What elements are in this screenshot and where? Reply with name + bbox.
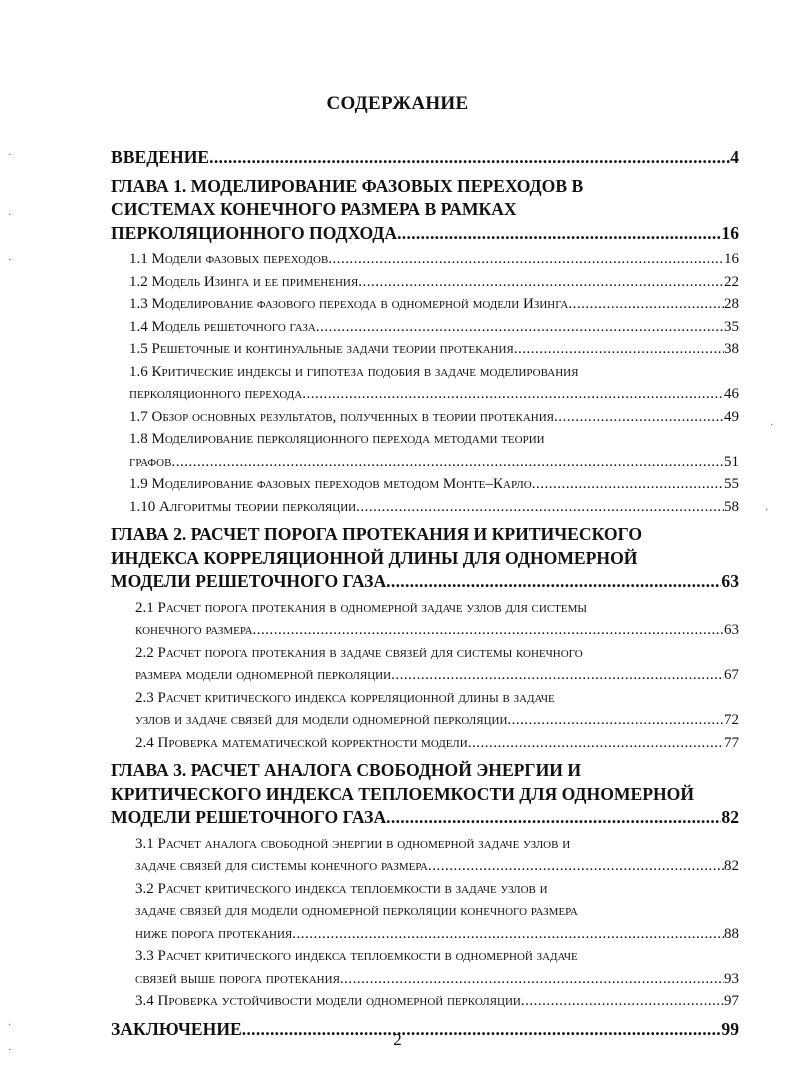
dot-leader bbox=[521, 990, 724, 1013]
toc-entry-line: задаче связей для модели одномерной перколяции конечного размера bbox=[135, 903, 578, 919]
toc-page-number: 38 bbox=[724, 341, 739, 357]
toc-entry-row bbox=[111, 146, 739, 170]
toc-entry-row bbox=[129, 383, 739, 406]
toc-page-number: 97 bbox=[724, 993, 739, 1009]
toc-page-number: 28 bbox=[724, 296, 739, 312]
toc-entry-line: 1.8 Моделирование перколяционного перехода методами теории bbox=[129, 431, 545, 447]
dot-leader bbox=[554, 406, 724, 429]
scan-speck: · bbox=[765, 505, 769, 516]
toc-page-number: 4 bbox=[730, 147, 739, 167]
toc-entry-label: задаче связей для системы конечного размера bbox=[135, 858, 428, 874]
page-number: 2 bbox=[393, 1030, 402, 1049]
toc-entry-row bbox=[135, 923, 739, 946]
toc-entry-label: 1.9 Моделирование фазовых переходов методом Монте–Карло bbox=[129, 476, 532, 492]
toc-entry-line: ГЛАВА 1. МОДЕЛИРОВАНИЕ ФАЗОВЫХ ПЕРЕХОДОВ В bbox=[111, 175, 584, 196]
toc-heading-entry[interactable] bbox=[111, 523, 739, 594]
toc-section-entry[interactable] bbox=[111, 732, 739, 755]
toc-entry-row bbox=[135, 968, 739, 991]
dot-leader bbox=[428, 855, 724, 878]
dot-leader bbox=[209, 146, 730, 170]
toc-page-number: 16 bbox=[721, 222, 739, 243]
toc-section-entry[interactable] bbox=[111, 642, 739, 687]
toc-page-number: 55 bbox=[724, 476, 739, 492]
toc-page-number: 82 bbox=[724, 858, 739, 874]
dot-leader bbox=[468, 732, 724, 755]
toc-section-entry[interactable] bbox=[111, 271, 739, 294]
toc-section-entry[interactable] bbox=[111, 293, 739, 316]
toc-entry-row bbox=[129, 271, 739, 294]
toc-entry-label: ЗАКЛЮЧЕНИЕ bbox=[111, 1018, 242, 1039]
toc-entry-row bbox=[135, 855, 739, 878]
toc-entry-line: 2.1 Расчет порога протекания в одномерной задаче узлов для системы bbox=[135, 599, 587, 616]
toc-entry-line: ГЛАВА 3. РАСЧЕТ АНАЛОГА СВОБОДНОЙ ЭНЕРГИИ И bbox=[111, 760, 582, 780]
dot-leader bbox=[507, 709, 724, 732]
toc-entry-label: 1.3 Моделирование фазового перехода в одномерной модели Изинга bbox=[129, 296, 569, 312]
toc-section-entry[interactable] bbox=[111, 597, 739, 642]
toc-entry-row bbox=[135, 732, 739, 755]
toc-page-number: 99 bbox=[721, 1018, 739, 1039]
toc-section-entry[interactable] bbox=[111, 496, 739, 519]
dot-leader bbox=[386, 806, 721, 830]
toc-entry-label: 1.10 Алгоритмы теории перколяции bbox=[129, 498, 357, 515]
dot-leader bbox=[292, 923, 724, 946]
toc-entry-label: связей выше порога протекания bbox=[135, 970, 340, 987]
toc-section-entry[interactable] bbox=[111, 945, 739, 990]
toc-section-entry[interactable] bbox=[111, 878, 739, 946]
toc-entry-row bbox=[135, 664, 739, 687]
toc-page-number: 63 bbox=[724, 622, 739, 638]
page-title: СОДЕРЖАНИЕ bbox=[326, 93, 469, 114]
toc-entry-label: конечного размера bbox=[135, 622, 253, 638]
dot-leader bbox=[391, 664, 724, 687]
toc-page-number: 88 bbox=[724, 925, 739, 942]
toc-entry-line: ИНДЕКСА КОРРЕЛЯЦИОННОЙ ДЛИНЫ ДЛЯ ОДНОМЕРНОЙ bbox=[111, 547, 638, 568]
dot-leader bbox=[568, 293, 724, 316]
toc-page-number: 51 bbox=[724, 453, 739, 470]
toc-heading-entry[interactable] bbox=[111, 175, 739, 246]
toc-entry-label: 1.7 Обзор основных результатов, полученных в теории протекания bbox=[129, 408, 554, 425]
toc-entry-row bbox=[129, 473, 739, 496]
toc-section-entry[interactable] bbox=[111, 248, 739, 271]
toc-entry-line: 3.3 Расчет критического индекса теплоемкости в одномерной задаче bbox=[135, 948, 578, 964]
toc-entry-line: 2.3 Расчет критического индекса корреляционной длины в задаче bbox=[135, 689, 555, 706]
dot-leader bbox=[397, 222, 721, 246]
toc-entry-label: ПЕРКОЛЯЦИОННОГО ПОДХОДА bbox=[111, 222, 398, 243]
toc-page-number: 93 bbox=[724, 970, 739, 987]
toc-entry-row bbox=[135, 709, 739, 732]
toc-entry-row bbox=[129, 451, 739, 474]
toc-page-number: 22 bbox=[724, 273, 739, 290]
toc-section-entry[interactable] bbox=[111, 473, 739, 496]
toc-entry-label: перколяционного перехода bbox=[129, 386, 303, 402]
scan-speck: · bbox=[8, 1045, 12, 1056]
toc-entry-row bbox=[111, 806, 739, 830]
toc-section-entry[interactable] bbox=[111, 833, 739, 878]
toc-entry-label: МОДЕЛИ РЕШЕТОЧНОГО ГАЗА bbox=[111, 807, 387, 827]
toc-entry-label: 1.4 Модель решеточного газа bbox=[129, 318, 316, 335]
toc-page-number: 58 bbox=[724, 498, 739, 515]
scan-speck: · bbox=[8, 150, 12, 161]
toc-entry-line: 3.1 Расчет аналога свободной энергии в одномерной задаче узлов и bbox=[135, 835, 571, 852]
toc-entry-label: 1.1 Модели фазовых переходов bbox=[129, 251, 329, 267]
toc-entry-row bbox=[135, 619, 739, 642]
toc-entry-label: ниже порога протекания bbox=[135, 925, 293, 942]
toc-entry-label: размера модели одномерной перколяции bbox=[135, 667, 392, 683]
toc-entry-row bbox=[129, 293, 739, 316]
scan-speck: · bbox=[8, 255, 12, 266]
scan-speck: · bbox=[8, 210, 12, 221]
toc-entry-label: 2.4 Проверка математической корректности модели bbox=[135, 734, 468, 751]
toc-entry-row bbox=[129, 406, 739, 429]
toc-entry-line: 2.2 Расчет порога протекания в задаче связей для системы конечного bbox=[135, 644, 583, 661]
dot-leader bbox=[532, 473, 724, 496]
dot-leader bbox=[356, 496, 724, 519]
dot-leader bbox=[316, 316, 724, 339]
dot-leader bbox=[514, 338, 724, 361]
toc-entry-row bbox=[129, 316, 739, 339]
dot-leader bbox=[328, 248, 724, 271]
toc-entry-line: СИСТЕМАХ КОНЕЧНОГО РАЗМЕРА В РАМКАХ bbox=[111, 199, 517, 219]
dot-leader bbox=[358, 271, 724, 294]
scan-speck: · bbox=[8, 1020, 12, 1031]
toc-page-number: 49 bbox=[724, 408, 739, 425]
toc-section-entry[interactable] bbox=[111, 428, 739, 473]
toc-entry-row bbox=[129, 496, 739, 519]
toc-page-number: 63 bbox=[721, 571, 739, 591]
toc-section-entry[interactable] bbox=[111, 990, 739, 1013]
toc-entry-row bbox=[129, 338, 739, 361]
toc-entry-label: МОДЕЛИ РЕШЕТОЧНОГО ГАЗА bbox=[111, 571, 387, 591]
toc-section-entry[interactable] bbox=[111, 338, 739, 361]
toc-page-number: 82 bbox=[721, 807, 739, 827]
toc-section-entry[interactable] bbox=[111, 361, 739, 406]
toc-entry-label: ВВЕДЕНИЕ bbox=[111, 147, 210, 167]
toc-page-number: 16 bbox=[724, 251, 739, 267]
toc-heading-entry[interactable] bbox=[111, 146, 739, 170]
toc-entry-line: КРИТИЧЕСКОГО ИНДЕКСА ТЕПЛОЕМКОСТИ ДЛЯ ОДНОМЕРНОЙ bbox=[111, 783, 695, 804]
toc-entry-row bbox=[111, 222, 739, 246]
toc-page-number: 72 bbox=[724, 712, 739, 728]
toc-entry-line: 1.6 Критические индексы и гипотеза подобия в задаче моделирования bbox=[129, 363, 579, 380]
toc-section-entry[interactable] bbox=[111, 406, 739, 429]
toc-entry-row bbox=[111, 570, 739, 594]
scan-speck: · bbox=[770, 420, 774, 431]
toc-entry-label: 3.4 Проверка устойчивости модели одномерной перколяции bbox=[135, 993, 521, 1009]
toc-page-number: 46 bbox=[724, 386, 739, 402]
dot-leader bbox=[253, 619, 724, 642]
toc-page-number: 67 bbox=[724, 667, 739, 683]
toc-page-number: 35 bbox=[724, 318, 739, 335]
toc-page-number: 77 bbox=[724, 734, 739, 751]
toc-entry-line: ГЛАВА 2. РАСЧЕТ ПОРОГА ПРОТЕКАНИЯ И КРИТИЧЕСКОГО bbox=[111, 524, 643, 544]
toc-entry-label: 1.2 Модель Изинга и ее применения bbox=[129, 273, 359, 290]
toc-section-entry[interactable] bbox=[111, 687, 739, 732]
dot-leader bbox=[171, 451, 724, 474]
toc-entry-row bbox=[135, 990, 739, 1013]
toc-entry-line: 3.2 Расчет критического индекса теплоемкости в задаче узлов и bbox=[135, 880, 548, 897]
dot-leader bbox=[340, 968, 724, 991]
toc-section-entry[interactable] bbox=[111, 316, 739, 339]
toc-heading-entry[interactable] bbox=[111, 759, 739, 830]
toc-entry-label: 1.5 Решеточные и континуальные задачи теории протекания bbox=[129, 341, 514, 357]
dot-leader bbox=[386, 570, 721, 594]
table-of-contents bbox=[111, 146, 739, 1041]
toc-entry-label: узлов и задаче связей для модели одномерной перколяции bbox=[135, 712, 508, 728]
dot-leader bbox=[302, 383, 724, 406]
toc-entry-label: графов bbox=[129, 453, 172, 470]
toc-entry-row bbox=[129, 248, 739, 271]
